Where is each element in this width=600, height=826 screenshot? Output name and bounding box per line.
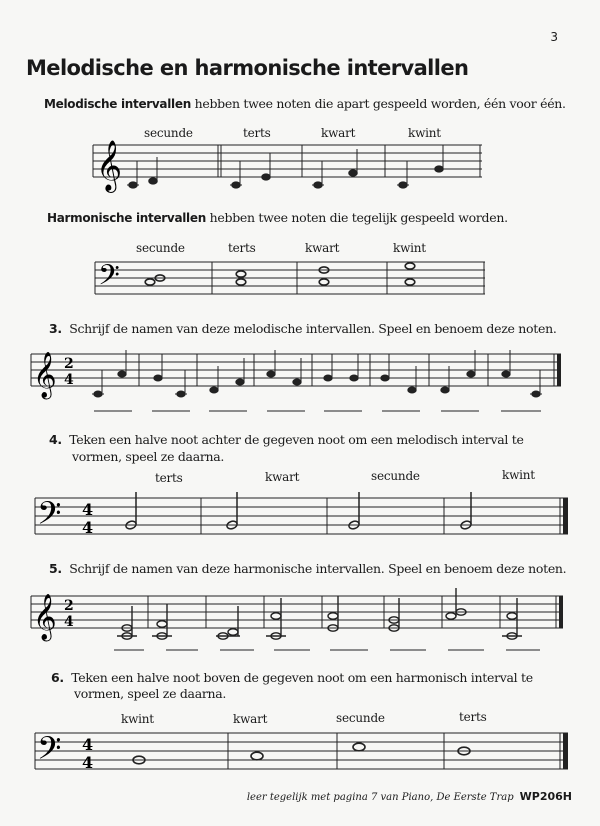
note [381, 354, 389, 381]
melodic-intro-text: hebben twee noten die apart gespeeld worden, één voor één. [190, 96, 566, 111]
exercise-5 [49, 561, 566, 576]
note [127, 161, 139, 188]
exercise-6-label-3: secunde [336, 711, 385, 725]
time-sig-bottom: 4 [64, 614, 74, 630]
harmonic-label-1: secunde [136, 241, 185, 255]
exercise-4-number: 4. [49, 432, 62, 447]
exercise-6-label-1: kwint [121, 712, 154, 726]
melodic-intro [44, 96, 566, 111]
footer-text: leer tegelijk met pagina 7 van Piano, De Eerste Trap [246, 792, 514, 803]
time-sig-top: 4 [82, 735, 94, 754]
melodic-label-3: kwart [321, 126, 356, 140]
exercise-4-text-1: Teken een halve noot achter de gegeven noot om een melodisch interval te [69, 432, 524, 447]
exercise-4-text-2: vormen, speel ze daarna. [72, 449, 225, 464]
note [530, 370, 542, 397]
harmonic-intro [47, 210, 508, 225]
page-title: Melodische en harmonische intervallen [26, 56, 469, 80]
exercise-3-number: 3. [49, 321, 62, 336]
time-sig-top: 2 [64, 598, 74, 614]
chord [117, 606, 137, 639]
melodic-label-2: terts [243, 126, 271, 140]
note [312, 161, 324, 188]
exercise-6 [51, 670, 533, 685]
bass-clef-icon: 𝄢 [37, 730, 62, 774]
harmonic-label-4: kwint [393, 241, 426, 255]
bass-clef-icon: 𝄢 [98, 259, 120, 299]
whole-note [353, 743, 365, 751]
exercise-3-staff [28, 346, 568, 416]
exercise-3 [49, 321, 557, 336]
exercise-4-label-1: terts [155, 471, 183, 485]
treble-clef-icon: 𝄞 [33, 594, 57, 640]
note [397, 161, 409, 188]
time-sig-top: 2 [64, 356, 74, 372]
note [154, 354, 162, 381]
time-sig-bottom: 4 [82, 518, 94, 537]
note [350, 354, 358, 381]
treble-clef-icon: 𝄞 [96, 140, 123, 191]
exercise-6-text-1: Teken een halve noot boven de gegeven noot om een harmonisch interval te [71, 670, 533, 685]
exercise-6-label-4: terts [459, 710, 487, 724]
time-sig-bottom: 4 [82, 753, 94, 772]
footer [247, 790, 572, 803]
exercise-6-label-2: kwart [233, 712, 268, 726]
bass-clef-icon: 𝄢 [37, 495, 62, 539]
harmonic-label-2: terts [228, 241, 256, 255]
melodic-staff [90, 140, 490, 200]
footer-code: WP206H [519, 790, 572, 803]
exercise-4-label-4: kwint [502, 468, 535, 482]
chord [389, 598, 399, 631]
treble-clef-icon: 𝄞 [33, 352, 57, 398]
chord [328, 596, 338, 631]
harmonic-label-3: kwart [305, 241, 340, 255]
note [435, 145, 444, 172]
exercise-5-text: Schrijf de namen van deze harmonische intervallen. Speel en benoem deze noten. [69, 561, 567, 576]
page-number: 3 [550, 30, 558, 44]
harmonic-intro-text: hebben twee noten die tegelijk gespeeld worden. [205, 210, 508, 225]
time-sig-bottom: 4 [64, 372, 74, 388]
note [262, 153, 271, 180]
exercise-4-staff [32, 480, 572, 550]
whole-note [251, 752, 263, 760]
chord [216, 606, 240, 639]
exercise-4-label-3: secunde [371, 469, 420, 483]
exercise-4-label-2: kwart [265, 470, 300, 484]
exercise-6-number: 6. [51, 670, 64, 685]
note [324, 354, 332, 381]
time-sig-top: 4 [82, 500, 94, 519]
harmonic-staff [92, 255, 492, 305]
note [230, 161, 242, 188]
exercise-5-staff [28, 584, 568, 654]
note [175, 370, 187, 397]
chord [405, 263, 415, 285]
exercise-4 [49, 432, 524, 447]
exercise-6-staff [32, 727, 572, 779]
chord [152, 604, 172, 639]
exercise-5-number: 5. [49, 561, 62, 576]
exercise-6-text-2: vormen, speel ze daarna. [74, 686, 227, 701]
chord [145, 275, 165, 285]
exercise-3-text: Schrijf de namen van deze melodische intervallen. Speel en benoem deze noten. [69, 321, 557, 336]
melodic-label-1: secunde [144, 126, 193, 140]
harmonic-term: Harmonische intervallen [47, 211, 206, 225]
note [92, 370, 104, 397]
melodic-label-4: kwint [408, 126, 441, 140]
melodic-term: Melodische intervallen [44, 97, 191, 111]
